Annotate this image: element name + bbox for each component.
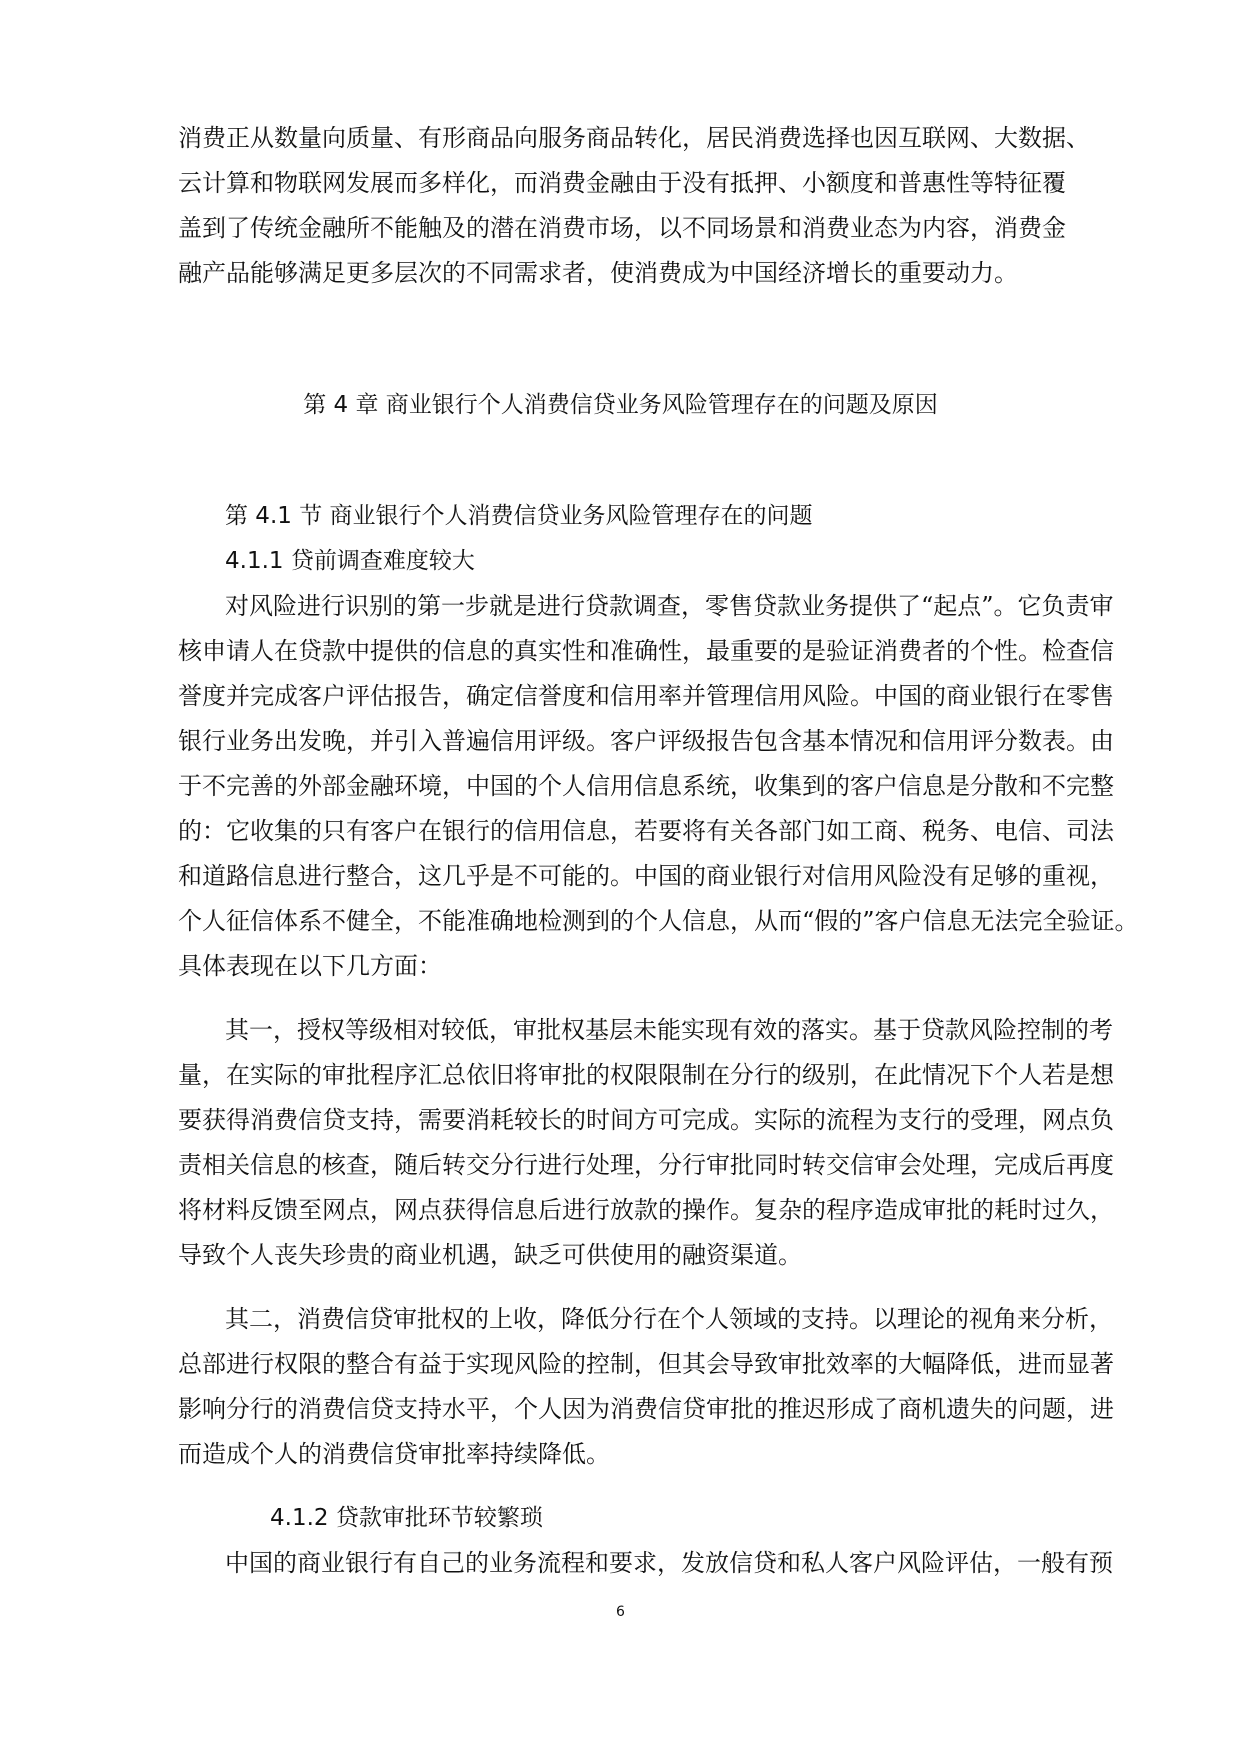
paragraph-3-line-1: 其二，消费信贷审批权的上收，降低分行在个人领域的支持。以理论的视角来分析， <box>225 1305 1113 1333</box>
section-title: 第 4.1 节 商业银行个人消费信贷业务风险管理存在的问题 <box>225 503 813 529</box>
subsection-title-4-1-1: 4.1.1 贷前调查难度较大 <box>225 548 475 574</box>
page-number: 6 <box>616 1604 625 1620</box>
paragraph-4-line-1: 中国的商业银行有自己的业务流程和要求，发放信贷和私人客户风险评估，一般有预 <box>225 1549 1113 1577</box>
paragraph-1-line-8: 个人征信体系不健全，不能准确地检测到的个人信息，从而“假的”客户信息无法完全验证。 <box>178 907 1139 935</box>
subsection-title-4-1-2: 4.1.2 贷款审批环节较繁琐 <box>270 1505 543 1531</box>
paragraph-1-line-5: 于不完善的外部金融环境，中国的个人信用信息系统，收集到的客户信息是分散和不完整 <box>178 772 1114 800</box>
paragraph-1-line-1: 对风险进行识别的第一步就是进行贷款调查，零售贷款业务提供了“起点”。它负责审 <box>225 592 1114 620</box>
paragraph-3-line-3: 影响分行的消费信贷支持水平，个人因为消费信贷审批的推迟形成了商机遗失的问题，进 <box>178 1395 1114 1423</box>
paragraph-1-line-9: 具体表现在以下几方面： <box>178 952 442 980</box>
intro-line-4: 融产品能够满足更多层次的不同需求者，使消费成为中国经济增长的重要动力。 <box>178 259 1018 287</box>
intro-line-3: 盖到了传统金融所不能触及的潜在消费市场，以不同场景和消费业态为内容，消费金 <box>178 214 1066 242</box>
paragraph-2-line-1: 其一，授权等级相对较低，审批权基层未能实现有效的落实。基于贷款风险控制的考 <box>225 1016 1113 1044</box>
paragraph-1-line-6: 的：它收集的只有客户在银行的信用信息，若要将有关各部门如工商、税务、电信、司法 <box>178 817 1114 845</box>
paragraph-3-line-4: 而造成个人的消费信贷审批率持续降低。 <box>178 1440 610 1468</box>
intro-line-2: 云计算和物联网发展而多样化，而消费金融由于没有抵押、小额度和普惠性等特征覆 <box>178 169 1066 197</box>
paragraph-2-line-5: 将材料反馈至网点，网点获得信息后进行放款的操作。复杂的程序造成审批的耗时过久， <box>178 1196 1114 1224</box>
paragraph-1-line-4: 银行业务出发晚，并引入普遍信用评级。客户评级报告包含基本情况和信用评分数表。由 <box>178 727 1114 755</box>
paragraph-1-line-7: 和道路信息进行整合，这几乎是不可能的。中国的商业银行对信用风险没有足够的重视， <box>178 862 1114 890</box>
paragraph-2-line-2: 量，在实际的审批程序汇总依旧将审批的权限限制在分行的级别，在此情况下个人若是想 <box>178 1061 1114 1089</box>
paragraph-1-line-2: 核申请人在贷款中提供的信息的真实性和准确性，最重要的是验证消费者的个性。检查信 <box>178 637 1114 665</box>
chapter-title: 第 4 章 商业银行个人消费信贷业务风险管理存在的问题及原因 <box>303 392 938 418</box>
paragraph-1-line-3: 誉度并完成客户评估报告，确定信誉度和信用率并管理信用风险。中国的商业银行在零售 <box>178 682 1114 710</box>
paragraph-2-line-3: 要获得消费信贷支持，需要消耗较长的时间方可完成。实际的流程为支行的受理，网点负 <box>178 1106 1114 1134</box>
paragraph-2-line-4: 责相关信息的核查，随后转交分行进行处理，分行审批同时转交信审会处理，完成后再度 <box>178 1151 1114 1179</box>
paragraph-2-line-6: 导致个人丧失珍贵的商业机遇，缺乏可供使用的融资渠道。 <box>178 1241 802 1269</box>
paragraph-3-line-2: 总部进行权限的整合有益于实现风险的控制，但其会导致审批效率的大幅降低，进而显著 <box>178 1350 1114 1378</box>
intro-line-1: 消费正从数量向质量、有形商品向服务商品转化，居民消费选择也因互联网、大数据、 <box>178 124 1090 152</box>
